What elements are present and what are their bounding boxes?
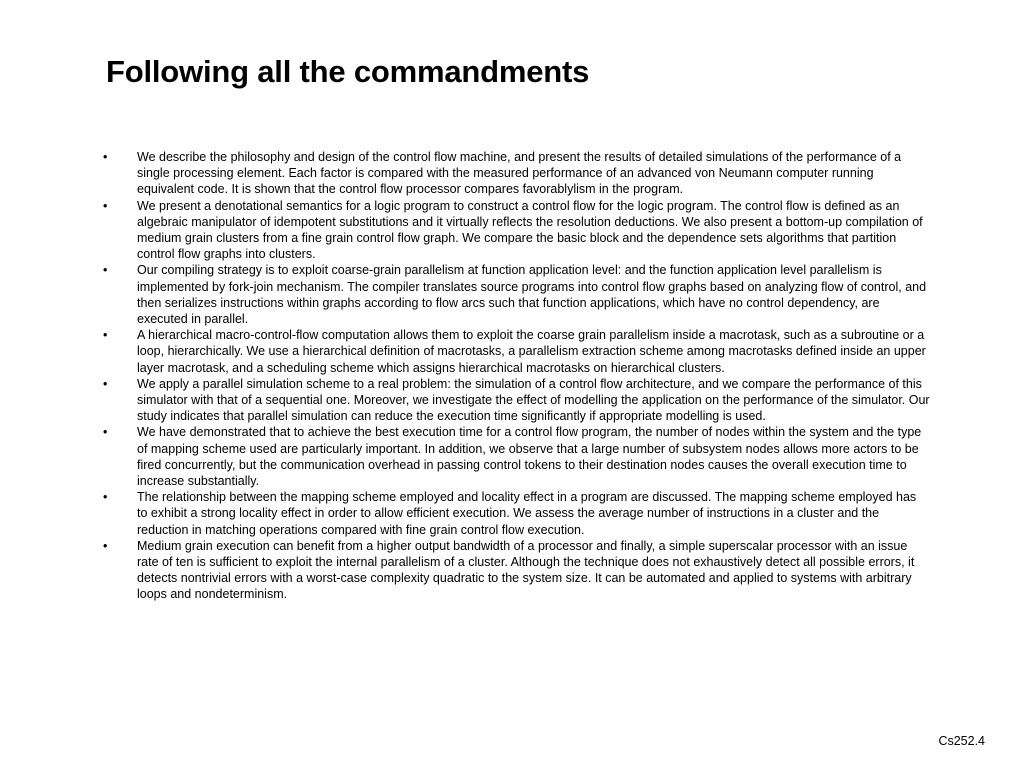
slide-title: Following all the commandments	[106, 54, 590, 89]
bullet-item	[100, 424, 930, 489]
bullet-item	[100, 198, 930, 263]
bullet-item	[100, 327, 930, 376]
bullet-text: We present a denotational semantics for a logic program to construct a control flow for the logic program. The control flow is defined as an algebraic manipulator of idempotent substitutions and it virtually reflects the resolution deductions. We also present a bottom-up compilation of medium grain clusters from a fine grain control flow graph. We compare the basic block and the dependence sets algorithms that partition control flow graphs into clusters.	[137, 198, 923, 262]
bullet-text: We have demonstrated that to achieve the best execution time for a control flow program, the number of nodes within the system and the type of mapping scheme used are particularly important. In addition, we observe that a large number of subsystem nodes allows more actors to be fired concurrently, but the communication overhead in passing control tokens to their destination nodes causes the overall execution time to increase substantially.	[137, 425, 922, 489]
bullet-marker: •	[103, 328, 108, 343]
bullet-marker: •	[103, 538, 108, 553]
bullet-marker: •	[103, 263, 108, 278]
bullet-item	[100, 489, 930, 538]
bullet-marker: •	[103, 150, 108, 164]
slide-number: Cs252.4	[938, 734, 985, 748]
bullet-item	[100, 149, 930, 198]
bullet-text: The relationship between the mapping scheme employed and locality effect in a program are discussed. The mapping scheme employed has to exhibit a strong locality effect in order to allow efficient execution. We assess the average number of instructions in a cluster and the reduction in matching operations compared with fine grain control flow execution.	[137, 490, 917, 537]
bullet-item	[100, 262, 930, 327]
bullet-item	[100, 538, 930, 603]
bullet-marker: •	[103, 425, 108, 440]
bullet-marker: •	[103, 490, 108, 505]
bullet-marker: •	[103, 198, 108, 213]
bullet-text: A hierarchical macro-control-flow computation allows them to exploit the coarse grain parallelism inside a macrotask, such as a subroutine or a loop, hierarchically. We use a hierarchical definition of macrotasks, a parallelism extraction scheme among macrotasks defined inside an upper layer macrotask, and a scheduling scheme which assigns hierarchical macrotasks on hierarchical clusters.	[137, 328, 926, 375]
bullet-text: We describe the philosophy and design of the control flow machine, and present the results of detailed simulations of the performance of a single processing element. Each factor is compared with the measured performance of an advanced von Neumann computer running equivalent code. It is shown that the control flow processor compares favorablylism in the program.	[137, 150, 902, 197]
bullet-marker: •	[103, 376, 108, 391]
bullet-list	[100, 149, 930, 603]
bullet-text: We apply a parallel simulation scheme to a real problem: the simulation of a control flow architecture, and we compare the performance of this simulator with that of a sequential one. Moreover, we investigate the effect of modelling the application on the performance of the simulator. Our study indicates that parallel simulation can reduce the execution time significantly if appropriate modelling is used.	[137, 376, 930, 424]
bullet-item	[100, 376, 930, 425]
bullet-text: Our compiling strategy is to exploit coarse-grain parallelism at function application level: and the function application level parallelism is implemented by fork-join mechanism. The compiler translates source programs into control flow graphs based on analyzing flow of control, and then serializes instructions within graphs according to flow arcs such that function applications, which have no control dependency, are executed in parallel.	[137, 263, 927, 327]
bullet-text: Medium grain execution can benefit from a higher output bandwidth of a processor and finally, a simple superscalar processor with an issue rate of ten is sufficient to exploit the internal parallelism of a cluster. Although the technique does not exhaustively detect all possible errors, it detects nontrivial errors with a worst-case complexity quadratic to the system size. It can be automated and applied to systems with arbitrary loops and nondeterminism.	[137, 538, 915, 602]
